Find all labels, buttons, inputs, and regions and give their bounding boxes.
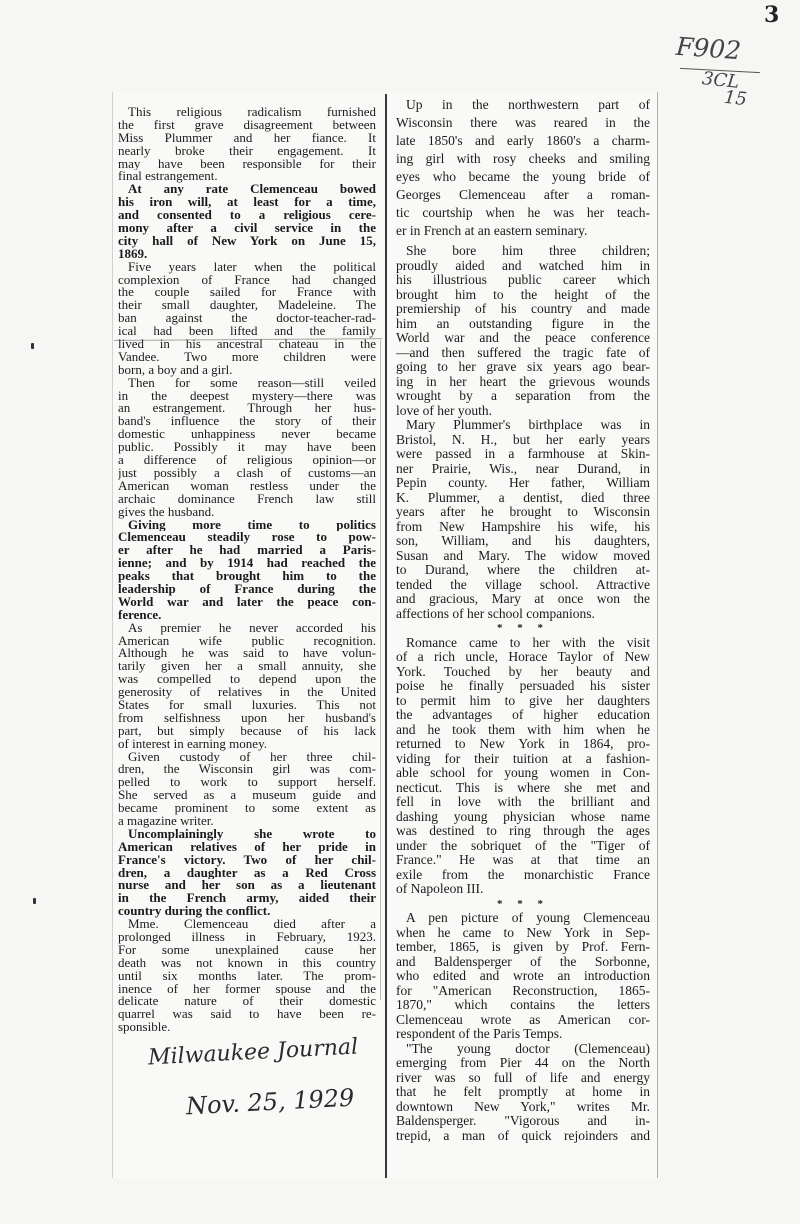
text-line: an estrangement. Through her hus- bbox=[118, 402, 376, 416]
handwritten-catalog-number: F902 bbox=[675, 31, 743, 66]
text-line: necticut. This is where she met and bbox=[396, 780, 650, 795]
paragraph bbox=[118, 828, 376, 918]
text-line: ference. bbox=[118, 608, 162, 622]
text-line: —and then suffered the tragic fate of bbox=[396, 345, 650, 360]
text-line: respondent of the Paris Temps. bbox=[396, 1027, 563, 1041]
text-line: American wife public recognition. bbox=[118, 634, 376, 648]
paragraph bbox=[396, 636, 650, 897]
text-line: dren, the Wisconsin girl was com- bbox=[118, 763, 376, 777]
text-line: born, a boy and a girl. bbox=[118, 363, 233, 377]
text-line: She bore him three children; bbox=[406, 244, 650, 258]
text-line: Mme. Clemenceau died after a bbox=[128, 918, 376, 931]
text-line: For some unexplained cause her bbox=[118, 943, 376, 957]
text-line: leadership of France during the bbox=[118, 582, 376, 596]
scan-mark bbox=[31, 343, 34, 349]
text-line: in the deepest mystery—there was bbox=[118, 389, 376, 403]
text-line: France." He was at that time an bbox=[396, 853, 650, 867]
paragraph bbox=[396, 911, 650, 1042]
text-line: and Baldensperger of the Sorbonne, bbox=[396, 954, 650, 969]
text-line: tended the village school. Attractive bbox=[396, 577, 650, 592]
text-line: from New Hampshire his wife, his bbox=[396, 519, 650, 534]
text-line: lived in his ancestral chateau in the bbox=[118, 338, 376, 351]
text-line: years after he brought to Wisconsin bbox=[396, 505, 650, 519]
text-line: gives the husband. bbox=[118, 505, 215, 519]
text-line: Miss Plummer and her fiance. It bbox=[118, 131, 376, 145]
text-line: ing in her heart the grievous wounds bbox=[396, 374, 650, 389]
text-line: country during the conflict. bbox=[118, 905, 271, 919]
paragraph bbox=[118, 377, 376, 519]
text-line: was destined to ring through the ages bbox=[396, 824, 650, 838]
text-line: going to her grave six years ago bear- bbox=[396, 360, 650, 374]
text-line: for "American Reconstruction, 1865- bbox=[396, 983, 650, 998]
text-line: ner Prairie, Wis., near Durand, in bbox=[396, 461, 650, 476]
text-line: late 1850's and early 1860's a charm- bbox=[396, 133, 650, 148]
text-line: tember, 1865, is given by Prof. Fern- bbox=[396, 940, 650, 954]
page-number: 3 bbox=[764, 2, 780, 28]
text-line: the advantages of higher education bbox=[396, 708, 650, 722]
text-line: emerging from Pier 44 on the North bbox=[396, 1056, 650, 1070]
text-line: delicate nature of their domestic bbox=[118, 995, 376, 1009]
paragraph bbox=[118, 751, 376, 828]
text-line: Vandee. Two more children were bbox=[118, 350, 376, 364]
text-line: sponsible. bbox=[118, 1021, 171, 1035]
text-line: trepid, a man of quick rejoinders and bbox=[396, 1128, 650, 1143]
text-line: son, William, and his daughters, bbox=[396, 534, 650, 548]
text-line: World war and the peace conference bbox=[396, 331, 650, 345]
text-line: river was so full of life and energy bbox=[396, 1070, 650, 1085]
paragraph bbox=[118, 519, 376, 622]
text-line: until six months later. The prom- bbox=[118, 969, 376, 983]
scan-mark bbox=[33, 898, 36, 904]
text-line: Mary Plummer's birthplace was in bbox=[406, 418, 650, 432]
text-line: their small daughter, Madeleine. The bbox=[118, 299, 376, 313]
text-line: a magazine writer. bbox=[118, 814, 214, 828]
text-line: France's victory. Two of her chil- bbox=[118, 853, 376, 867]
text-line: downtown New York," writes Mr. bbox=[396, 1099, 650, 1114]
text-line: States for small luxuries. This not bbox=[118, 698, 376, 712]
text-line: affections of her school companions. bbox=[396, 606, 595, 621]
paragraph bbox=[396, 244, 650, 418]
text-line: American relatives of her pride in bbox=[118, 840, 376, 854]
text-line: love of her youth. bbox=[396, 403, 492, 418]
text-line: tarily given her a small annuity, she bbox=[118, 660, 376, 674]
text-line: ienne; and by 1914 had reached the bbox=[118, 557, 376, 571]
text-line: was compelled to depend upon the bbox=[118, 673, 376, 687]
text-line: exile from the monarchistic France bbox=[396, 867, 650, 882]
text-line: * * * bbox=[497, 897, 549, 910]
clipping-seam-vertical bbox=[380, 340, 381, 1000]
text-line: Clemenceau wrote as American cor- bbox=[396, 1012, 650, 1027]
handwritten-date: Nov. 25, 1929 bbox=[185, 1083, 355, 1121]
section-separator bbox=[396, 897, 650, 912]
text-line: his iron will, at least for a time, bbox=[118, 196, 376, 210]
paragraph bbox=[396, 96, 650, 240]
text-line: able school for young women in Con- bbox=[396, 766, 650, 780]
text-line: er in French at an eastern seminary. bbox=[396, 223, 588, 238]
left-column bbox=[118, 106, 376, 1034]
text-line: that he felt promptly at home in bbox=[396, 1085, 650, 1099]
text-line: mony after a civil service in the bbox=[118, 222, 376, 235]
text-line: prolonged illness in February, 1923. bbox=[118, 931, 376, 944]
text-line: ban against the doctor-teacher-rad- bbox=[118, 312, 376, 326]
text-line: him an outstanding figure in the bbox=[396, 316, 650, 331]
text-line: from selfishness upon her husband's bbox=[118, 711, 376, 725]
text-line: premiership of his country and made bbox=[396, 302, 650, 316]
handwritten-code: 3CL bbox=[701, 68, 741, 93]
text-line: quarrel was said to have been re- bbox=[118, 1008, 376, 1022]
text-line: This religious radicalism furnished bbox=[128, 106, 376, 119]
text-line: ical had been lifted and the family bbox=[118, 325, 376, 339]
text-line: eyes who became the young bride of bbox=[396, 169, 650, 184]
text-line: Wisconsin there was reared in the bbox=[396, 115, 650, 130]
text-line: in the French army, aided their bbox=[118, 892, 376, 906]
text-line: domestic unhappiness never became bbox=[118, 428, 376, 442]
right-column bbox=[396, 96, 650, 1143]
text-line: and consented to a religious cere- bbox=[118, 209, 376, 223]
text-line: peaks that brought him to the bbox=[118, 570, 376, 583]
paragraph bbox=[118, 622, 376, 751]
text-line: 1869. bbox=[118, 247, 148, 261]
text-line: to permit him to give her daughters bbox=[396, 693, 650, 708]
text-line: inence of her former spouse and the bbox=[118, 982, 376, 996]
paragraph bbox=[396, 418, 650, 621]
text-line: Uncomplainingly she wrote to bbox=[128, 827, 376, 841]
text-line: just possibly a clash of customs—an bbox=[118, 466, 376, 480]
paragraph bbox=[118, 106, 376, 183]
text-line: Up in the northwestern part of bbox=[406, 97, 650, 112]
text-line: became prominent to some extent as bbox=[118, 802, 376, 815]
text-line: American woman restless under the bbox=[118, 479, 376, 493]
text-line: when he came to New York in Sep- bbox=[396, 925, 650, 940]
text-line: "The young doctor (Clemenceau) bbox=[406, 1041, 650, 1056]
text-line: Pepin county. Her father, William bbox=[396, 476, 650, 490]
text-line: dashing young physician whose name bbox=[396, 809, 650, 824]
text-line: archaic dominance French law still bbox=[118, 492, 376, 506]
handwritten-publication: Milwaukee Journal bbox=[147, 1034, 359, 1071]
text-line: Given custody of her three chil- bbox=[128, 750, 376, 764]
text-line: wrought by a separation from the bbox=[396, 389, 650, 403]
text-line: Baldensperger. "Vigorous and in- bbox=[396, 1114, 650, 1128]
column-rule bbox=[385, 94, 387, 1178]
text-line: World war and later the peace con- bbox=[118, 595, 376, 609]
text-line: complexion of France had changed bbox=[118, 273, 376, 287]
text-line: A pen picture of young Clemenceau bbox=[406, 911, 650, 925]
text-line: who edited and wrote an introduction bbox=[396, 969, 650, 983]
text-line: nurse and her son as a lieutenant bbox=[118, 879, 376, 893]
text-line: may have been responsible for their bbox=[118, 157, 376, 171]
text-line: city hall of New York on June 15, bbox=[118, 234, 376, 248]
text-line: of Napoleon III. bbox=[396, 882, 484, 896]
text-line: Bristol, N. H., but her early years bbox=[396, 432, 650, 447]
handwritten-sequence-number: 15 bbox=[722, 86, 748, 111]
text-line: part, but simply because of his lack bbox=[118, 724, 376, 738]
text-line: the couple sailed for France with bbox=[118, 286, 376, 300]
text-line: Although he was said to have volun- bbox=[118, 647, 376, 661]
text-line: proudly aided and watched him in bbox=[396, 258, 650, 273]
text-line: Romance came to her with the visit bbox=[406, 635, 650, 650]
text-line: Five years later when the political bbox=[128, 260, 376, 274]
text-line: er after he had married a Paris- bbox=[118, 544, 376, 558]
text-line: the first grave disagreement between bbox=[118, 118, 376, 132]
text-line: * * * bbox=[497, 622, 549, 634]
text-line: tic courtship when he was her teach- bbox=[396, 205, 650, 220]
text-line: Giving more time to politics bbox=[128, 518, 376, 532]
text-line: dren, a daughter as a Red Cross bbox=[118, 866, 376, 880]
paragraph bbox=[118, 918, 376, 1034]
text-line: K. Plummer, a dentist, died three bbox=[396, 490, 650, 505]
text-line: fell in love with the brilliant and bbox=[396, 795, 650, 809]
text-line: and gracious, Mary at once won the bbox=[396, 592, 650, 606]
text-line: Clemenceau steadily rose to pow- bbox=[118, 531, 376, 545]
text-line: to Durand, where the children at- bbox=[396, 563, 650, 577]
text-line: public. Possibly it may have been bbox=[118, 441, 376, 455]
text-line: At any rate Clemenceau bowed bbox=[128, 183, 376, 197]
text-line: pelled to work to support herself. bbox=[118, 776, 376, 790]
text-line: of interest in earning money. bbox=[118, 737, 267, 751]
text-line: poise he finally persuaded his sister bbox=[396, 679, 650, 693]
text-line: of a rich uncle, Horace Taylor of New bbox=[396, 650, 650, 664]
text-line: under the sobriquet of the "Tiger of bbox=[396, 838, 650, 853]
text-line: Georges Clemenceau after a roman- bbox=[396, 187, 650, 202]
text-line: band's influence the story of their bbox=[118, 415, 376, 429]
text-line: brought him to the height of the bbox=[396, 287, 650, 302]
text-line: Then for some reason—still veiled bbox=[128, 376, 376, 390]
text-line: and he took them with him when he bbox=[396, 722, 650, 737]
text-line: She served as a museum guide and bbox=[118, 789, 376, 803]
text-line: were passed in a farmhouse at Skin- bbox=[396, 447, 650, 461]
text-line: As premier he never accorded his bbox=[128, 621, 376, 635]
text-line: his illustrious public career which bbox=[396, 273, 650, 287]
paragraph bbox=[396, 1042, 650, 1144]
text-line: a difference of religious opinion—or bbox=[118, 454, 376, 467]
text-line: returned to New York in 1864, pro- bbox=[396, 737, 650, 751]
text-line: 1870," which contains the letters bbox=[396, 998, 650, 1012]
text-line: Susan and Mary. The widow moved bbox=[396, 548, 650, 563]
section-separator bbox=[396, 621, 650, 636]
paragraph bbox=[118, 183, 376, 260]
paragraph bbox=[118, 261, 376, 377]
text-line: death was not known in this country bbox=[118, 956, 376, 970]
text-line: generosity of relatives in the United bbox=[118, 686, 376, 699]
text-line: ing girl with rosy cheeks and smiling bbox=[396, 151, 650, 166]
text-line: final estrangement. bbox=[118, 170, 218, 184]
text-line: nearly broke their engagement. It bbox=[118, 144, 376, 158]
text-line: viding for their tuition at a fashion- bbox=[396, 751, 650, 766]
text-line: York. Touched by her beauty and bbox=[396, 664, 650, 679]
